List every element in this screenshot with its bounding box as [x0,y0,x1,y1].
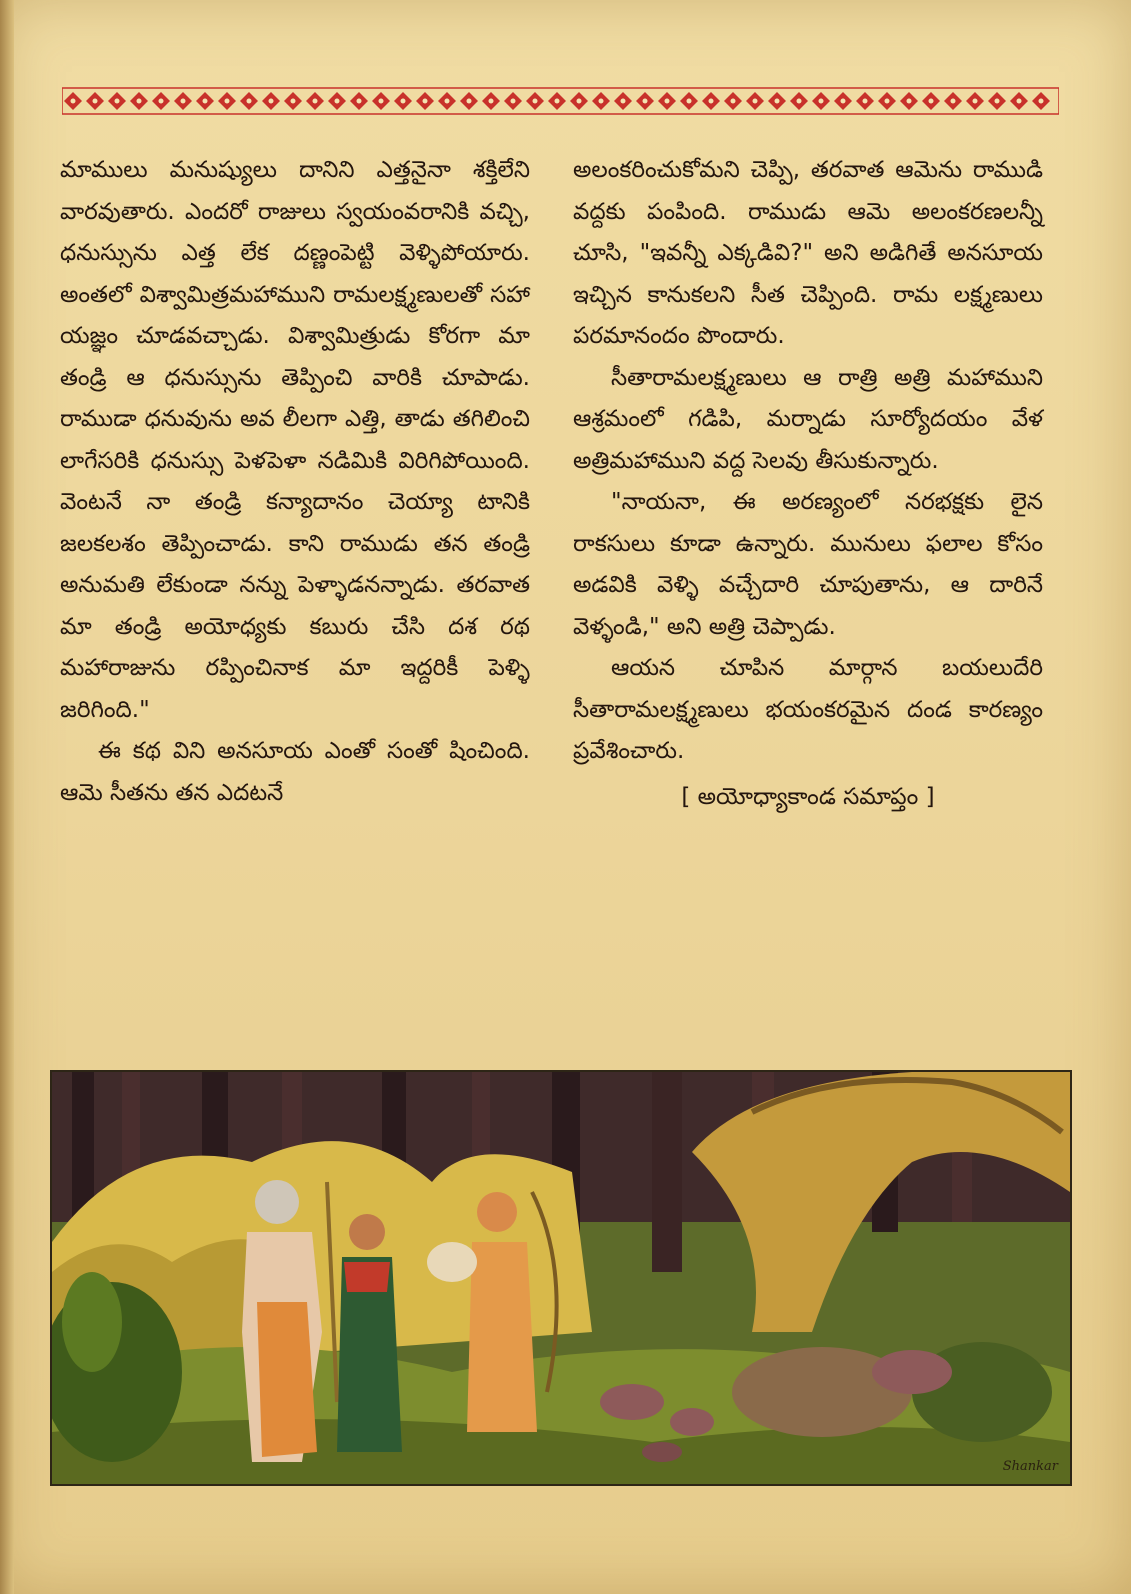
border-dot [555,99,560,104]
border-dot [313,99,318,104]
border-dot [841,99,846,104]
border-dot [797,99,802,104]
border-dot [577,99,582,104]
border-dot [643,99,648,104]
border-dot [1017,99,1022,104]
left-text-column [60,150,530,814]
right-text-column [573,150,1043,818]
border-dot [665,99,670,104]
forest-illustration [50,1070,1072,1486]
border-dot [467,99,472,104]
border-dot [401,99,406,104]
border-dot [489,99,494,104]
border-dot [1039,99,1044,104]
paragraph: ఆయన చూపిన మార్గాన బయలుదేరి సీతారామలక్ష్మణులు భయంకరమైన దండ కారణ్యం ప్రవేశించారు. [573,655,1043,764]
paragraph: ఈ కథ విని అనసూయ ఎంతో సంతో షించింది. ఆమె సీతను తన ఎదటనే [60,738,530,806]
border-dot [511,99,516,104]
border-dot [533,99,538,104]
border-dot [907,99,912,104]
section-closing-note: [ అయోధ్యాకాండ సమాప్తం ] [681,783,935,810]
border-dot [863,99,868,104]
artist-signature: Shankar [1002,1459,1058,1474]
border-dot [137,99,142,104]
border-dot [423,99,428,104]
border-dot [181,99,186,104]
border-dot [995,99,1000,104]
page-binding-edge [0,0,14,1594]
border-dot [379,99,384,104]
border-dot [291,99,296,104]
border-dot [247,99,252,104]
border-dot [753,99,758,104]
border-dot [225,99,230,104]
border-dot [775,99,780,104]
border-dot [445,99,450,104]
border-dot [93,99,98,104]
border-dot [731,99,736,104]
paragraph: మాములు మనుష్యులు దానిని ఎత్తనైనా శక్తిలేని వారవుతారు. ఎందరో రాజులు స్వయంవరానికి వచ్చి, ధనుస్సును ఎత్త లేక దణ్ణంపెట్టి వెళ్ళిపోయారు. అంతలో విశ్వామిత్రమహాముని రామలక్ష్మణులతో సహా యజ్ఞం చూడవచ్చాడు. విశ్వామిత్రుడు కోరగా మా తండ్రి ఆ ధనుస్సును తెప్పించి వారికి చూపాడు. రాముడా ధనువును అవ లీలగా ఎత్తి, తాడు తగిలించి లాగేసరికి ధనుస్సు పెళపెళా నడిమికి విరిగిపోయింది. వెంటనే నా తండ్రి కన్యాదానం చెయ్యా టానికి జలకలశం తెప్పించాడు. కాని రాముడు తన తండ్రి అనుమతి లేకుండా నన్ను పెళ్ళాడనన్నాడు. తరవాత మా తండ్రి అయోధ్యకు కబురు చేసి దశ రథ మహారాజును రప్పించినాక మా ఇద్దరికీ పెళ్ళి జరిగింది." [60,157,530,723]
border-dot [973,99,978,104]
border-dot [621,99,626,104]
border-dot [951,99,956,104]
border-dot [599,99,604,104]
border-dot [159,99,164,104]
paragraph: "నాయనా, ఈ అరణ్యంలో నరభక్షకు లైన రాకసులు కూడా ఉన్నారు. మునులు ఫలాల కోసం అడవికి వెళ్ళి వచ్చేదారి చూపుతాను, ఆ దారినే వెళ్ళండి," అని అత్రి చెప్పాడు. [573,489,1043,640]
border-dot [203,99,208,104]
border-dot [71,99,76,104]
forest-scene-image [52,1072,1070,1484]
border-dot [269,99,274,104]
border-dot [709,99,714,104]
border-dot [819,99,824,104]
paragraph: సీతారామలక్ష్మణులు ఆ రాత్రి అత్రి మహాముని ఆశ్రమంలో గడిపి, మర్నాడు సూర్యోదయం వేళ అత్రిమహాముని వద్ద సెలవు తీసుకున్నారు. [573,364,1043,474]
border-dot [357,99,362,104]
border-dot [929,99,934,104]
border-dot [335,99,340,104]
border-dot [687,99,692,104]
border-dot [885,99,890,104]
border-dot [115,99,120,104]
decorative-border-strip [62,84,1059,118]
paragraph: అలంకరించుకోమని చెప్పి, తరవాత ఆమెను రాముడి వద్దకు పంపింది. రాముడు ఆమె అలంకరణలన్నీ చూసి, "ఇవన్నీ ఎక్కడివి?" అని అడిగితే అనసూయ ఇచ్చిన కానుకలని సీత చెప్పింది. రామ లక్ష్మణులు పరమానందం పొందారు. [573,157,1043,349]
